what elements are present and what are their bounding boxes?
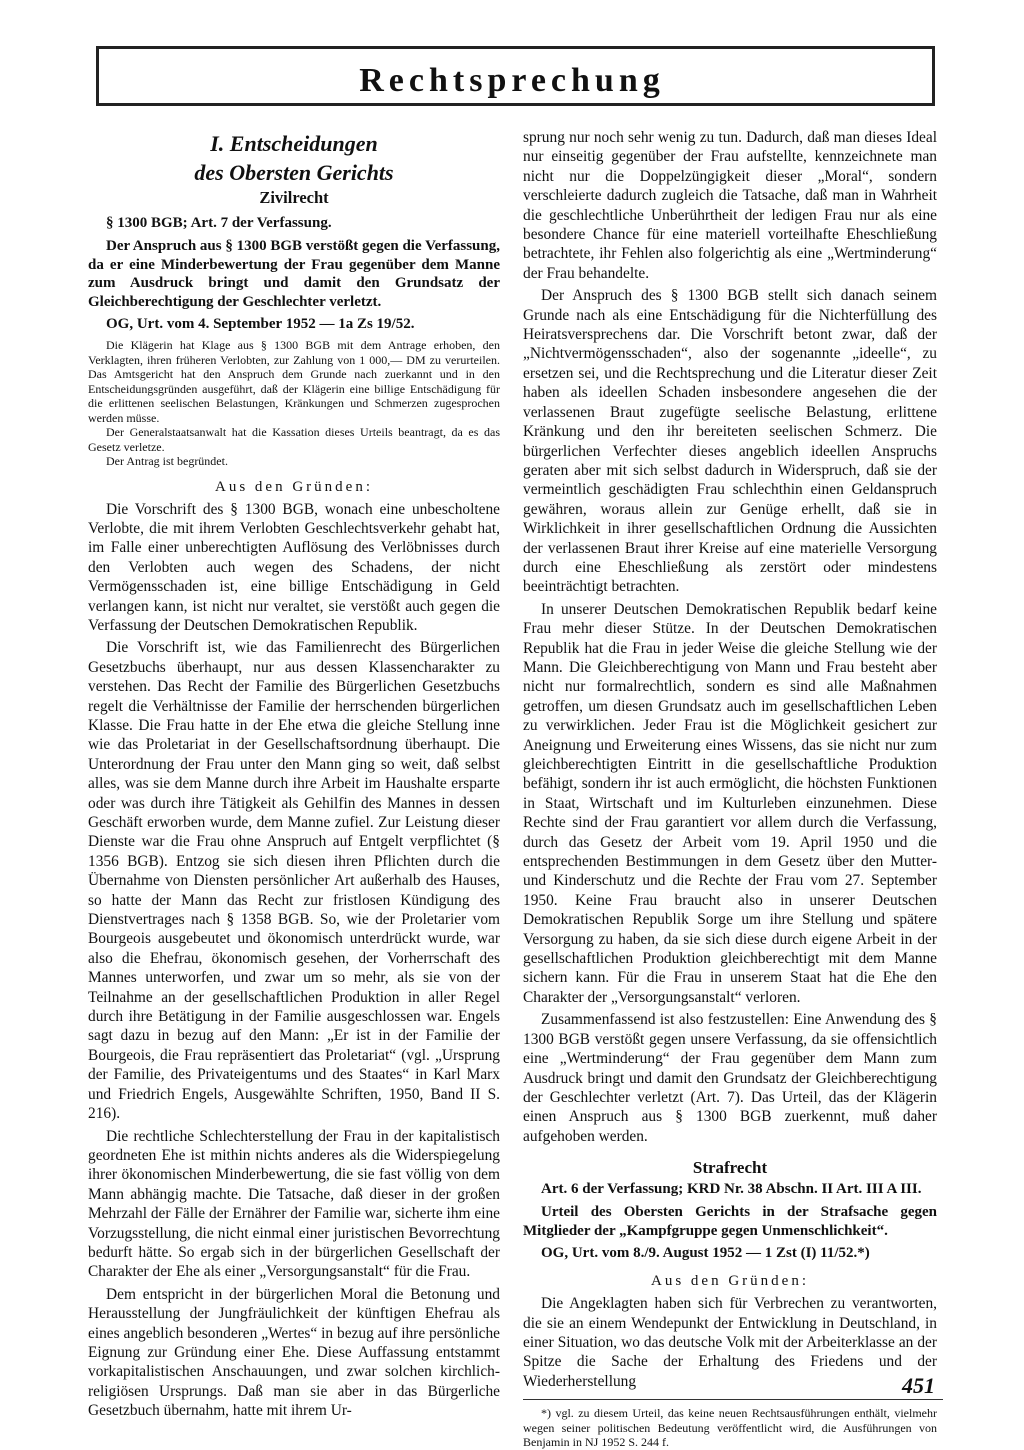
body-paragraph: Zusammenfassend ist also festzustellen: Eine Anwendung des § 1300 BGB verstößt gegen unsere Verfassung, da sie offensichtlich eine „Wertminderung“ der Frau gegenüber dem Mann zum Ausdruck bringt und damit den Grundsatz der Gleichberechtigung der Geschlechter verletzt (Art. 7). Das Urteil, das der Klägerin einen Anspruch aus § 1300 BGB zuerkennt, muß daher aufgehoben werden. — [523, 1011, 937, 1145]
body-paragraph: Die rechtliche Schlechterstellung der Frau in der kapitalistisch geordneten Ehe ist mithin nichts anderes als die Widerspiegelung ihrer ökonomischen Minderbewertung, die sie fast völlig von dem Mann abhängig machte. Die Tatsache, daß dieser in der großen Mehrzahl der Fälle der Ernährer der Familie war, sicherte ihm eine Vorzugsstellung, die nicht einmal einer juristischen Bevorrechtung bedurft hätte. So ergab sich in der bürgerlichen Gesellschaft der Charakter der Ehe als einer „Versorgungsanstalt“ für die Frau. — [88, 1127, 500, 1281]
headnote: Urteil des Obersten Gerichts in der Strafsache gegen Mitglieder der „Kampfgruppe gegen Unmenschlichkeit“. — [523, 1204, 937, 1239]
court-reference: OG, Urt. vom 4. September 1952 — 1a Zs 19/52. — [106, 316, 415, 332]
court-reference: OG, Urt. vom 8./9. August 1952 — 1 Zst (I) 11/52.*) — [541, 1245, 870, 1262]
body-paragraph: Dem entspricht in der bürgerlichen Moral die Betonung und Herausstellung der Jungfräulichkeit der künftigen Ehefrau als eines angeblich besonderen „Wertes“ in bezug auf ihre persönliche Eignung zur Gründung einer Ehe. Diese Auffassung entstammt vorkapitalistischen Anschauungen, und zwar solchen kirchlich-religiösen Ursprungs. Daß man sie aber in das Bürgerliche Gesetzbuch übernahm, hatte mit ihrem Ur- — [88, 1285, 500, 1420]
body-paragraph: Die Vorschrift ist, wie das Familienrecht des Bürgerlichen Gesetzbuchs überhaupt, nur aus dessen Klassencharakter zu verstehen. Das Recht der Familie des Bürgerlichen Gesetzbuchs regelt die Verhältnisse der Familie der herrschenden bürgerlichen Klasse. Die Frau hatte in der Ehe etwa die gleiche Stellung inne wie das Proletariat in der Gesellschaftsordnung überhaupt. Die Unterordnung der Frau unter den Mann ging so weit, daß selbst alles, was sie dem Manne durch ihre Arbeit im Haushalte ersparte oder was durch ihre Tätigkeit als Gehilfin des Mannes in dessen Geschäft erworben wurde, dem Manne zufiel. Zur Leistung dieser Dienste war die Frau ohne Anspruch auf Entgelt verpflichtet (§ 1356 BGB). Entzog sie sich diesen ihren Pflichten durch die Übernahme von Diensten persönlicher Art außerhalb des Hauses, so hatte der Mann das Recht zur fristlosen Kündigung des Dienstvertrages nach § 1358 BGB. So, wie der Proletarier vom Bourgeois ausgebeutet und ökonomisch unterdrückt wurde, war also die Ehefrau, ökonomisch gesehen, der Vorherrschaft des Mannes unterworfen, und zwar um so mehr, als sie von der Teilnahme an der gesellschaftlichen Produktion in aller Regel durch ihre Betätigung in der Familie ausgeschlossen war. Engels sagt dazu in bezug auf den Mann: „Er ist in der Familie der Bourgeois, die Frau repräsentiert das Proletariat“ (vgl. „Ursprung der Familie, des Privateigentums und des Staates“ in Karl Marx und Friedrich Engels, Ausgewählte Schriften, 1950, Band II S. 216). — [88, 639, 500, 1123]
body-paragraph: In unserer Deutschen Demokratischen Republik bedarf keine Frau mehr dieser Stütze. In der Deutschen Demokratischen Republik hat die Frau in jeder Weise die gleiche Stellung wie der Mann. Die Gleichberechtigung von Mann und Frau besteht aber nicht nur formalrechtlich, sondern es sind alle Maßnahmen getroffen, um diesen Grundsatz auch im gesellschaftlichen Leben zu verwirklichen. Jeder Frau ist die Möglichkeit gesichert zur Aneignung und Erweiterung eines Wissens, das sie nicht nur zum gleichberechtigten Eintritt in die gesellschaftliche Produktion befähigt, sondern ihr ist auch ermöglicht, die höchsten Funktionen in Staat, Wirtschaft und im Kulturleben einzunehmen. Diese Rechte sind der Frau garantiert vor allem durch die Verfassung, durch das Gesetz der Arbeit vom 19. April 1950 und die entsprechenden Bestimmungen in dem Gesetz über den Mutter- und Kinderschutz und die Rechte der Frau vom 27. September 1950. Keine Frau braucht also in unserer Deutschen Demokratischen Republik Sorge um ihre Stellung und spätere Versorgung zu haben, da sie sich diese durch eigene Arbeit in der gesellschaftlichen Produktion gleichberechtigt mit dem Manne sichern kann. Für die Frau in unserem Staat hat die Ehe den Charakter der „Versorgungsanstalt“ verloren. — [523, 600, 937, 1006]
right-column — [523, 128, 937, 1450]
main-heading-line-2: des Obersten Gerichts — [194, 160, 394, 185]
facts-paragraph: Die Klägerin hat Klage aus § 1300 BGB mit dem Antrage erhoben, den Verklagten, ihren früheren Verlobten, zur Zahlung von 1 000,— DM zu verurteilen. Das Amtsgericht hat den Anspruch dem Grunde nach zuerkannt und in den Entscheidungsgründen ausgeführt, daß der Klägerin eine billige Entschädigung für die erlittenen seelischen Belastungen, Kränkungen und Schmerzen zugesprochen werden müsse. — [88, 338, 500, 425]
legal-reference: Art. 6 der Verfassung; KRD Nr. 38 Abschn. II Art. III A III. — [541, 1181, 922, 1198]
footnote: *) vgl. zu diesem Urteil, das keine neuen Rechtsausführungen enthält, vielmehr wegen seiner politischen Bedeutung veröffentlicht wird, die Ausführungen von Benjamin in NJ 1952 S. 244 f. — [523, 1406, 937, 1450]
footnote-divider — [523, 1399, 943, 1400]
body-paragraph: Der Anspruch des § 1300 BGB stellt sich danach seinem Grunde nach als eine Entschädigung für die Nichterfüllung des Heiratsversprechens dar. Die Vorschrift betont zwar, daß der „Nichtvermögensschaden“, also der sogenannte „ideelle“, zu ersetzen sei, und die Rechtsprechung und die Literatur dieser Zeit haben als ideellen Schaden insbesondere angesehen die der verlassenen Braut zugefügte seelische Belastung, erlittene Kränkung und den ihr bereiteten seelischen Schmerz. Die bürgerlichen Verfechter dieses angeblich ideellen Anspruchs geraten aber mit sich selbst dadurch in Widerspruch, daß sie der vermeintlich geschädigten Frau schlechthin einen Geldanspruch gewähren, woraus allein zur Genüge erhellt, daß sie in Wirklichkeit in ihrer gesellschaftlichen Ordnung die Aussichten der verlassenen Braut ihrer Kreise auf eine materielle Versorgung durch eine Eheschließung als zerstört oder mindestens beeinträchtigt betrachten. — [523, 287, 937, 596]
headnote: Der Anspruch aus § 1300 BGB verstößt gegen die Verfassung, da er eine Minderbewertung der Frau gegenüber dem Manne zum Ausdruck bringt und damit den Grundsatz der Gleichberechtigung der Geschlechter verletzt. — [88, 238, 500, 310]
body-paragraph: sprung nur noch sehr wenig zu tun. Dadurch, daß man dieses Ideal nur einseitig gegenüber der Frau aufstellte, kennzeichnete man nicht nur die Doppelzüngigkeit dieser „Moral“, sondern verschleierte dadurch zugleich die Tatsache, daß man in Wahrheit die geschlechtliche Unberührtheit der ledigen Frau nur als eine besondere Chance für eine materiell vorteilhafte Eheschließung betrachtete, ihr Fehlen also folgerichtig als eine „Wertminderung“ der Frau behandelte. — [523, 129, 937, 282]
facts-paragraph: Der Antrag ist begründet. — [106, 454, 228, 468]
facts-paragraph: Der Generalstaatsanwalt hat die Kassation dieses Urteils beantragt, da es das Gesetz verletze. — [88, 425, 500, 454]
page-number: 451 — [902, 1373, 935, 1398]
section-heading-zivilrecht: Zivilrecht — [259, 188, 329, 207]
reasons-heading: Aus den Gründen: — [651, 1273, 809, 1290]
legal-reference: § 1300 BGB; Art. 7 der Verfassung. — [106, 215, 332, 231]
body-paragraph: Die Vorschrift des § 1300 BGB, wonach eine unbescholtene Verlobte, die mit ihrem Verlobten Geschlechtsverkehr gehabt hat, im Falle einer unberechtigten Auflösung des Verlöbnisses durch den Verlobten auch wegen des Schadens, der nicht Vermögensschaden ist, eine billige Entschädigung in Geld verlangen kann, ist nicht nur veraltet, sie verstößt auch gegen die Verfassung der Deutschen Demokratischen Republik. — [88, 500, 500, 634]
page-title: Rechtsprechung — [359, 62, 665, 99]
body-paragraph: Die Angeklagten haben sich für Verbrechen zu verantworten, die sie an einem Wendepunkt der Entwicklung in Deutschland, in einer Situation, wo das deutsche Volk mit der Arbeiterklasse an der Spitze die Sache der Erhaltung des Friedens und der Wiederherstellung — [523, 1295, 937, 1390]
reasons-heading: Aus den Gründen: — [215, 478, 373, 495]
main-heading-line-1: I. Entscheidungen — [210, 131, 378, 156]
section-heading-strafrecht: Strafrecht — [692, 1158, 768, 1178]
left-column — [88, 128, 500, 1424]
